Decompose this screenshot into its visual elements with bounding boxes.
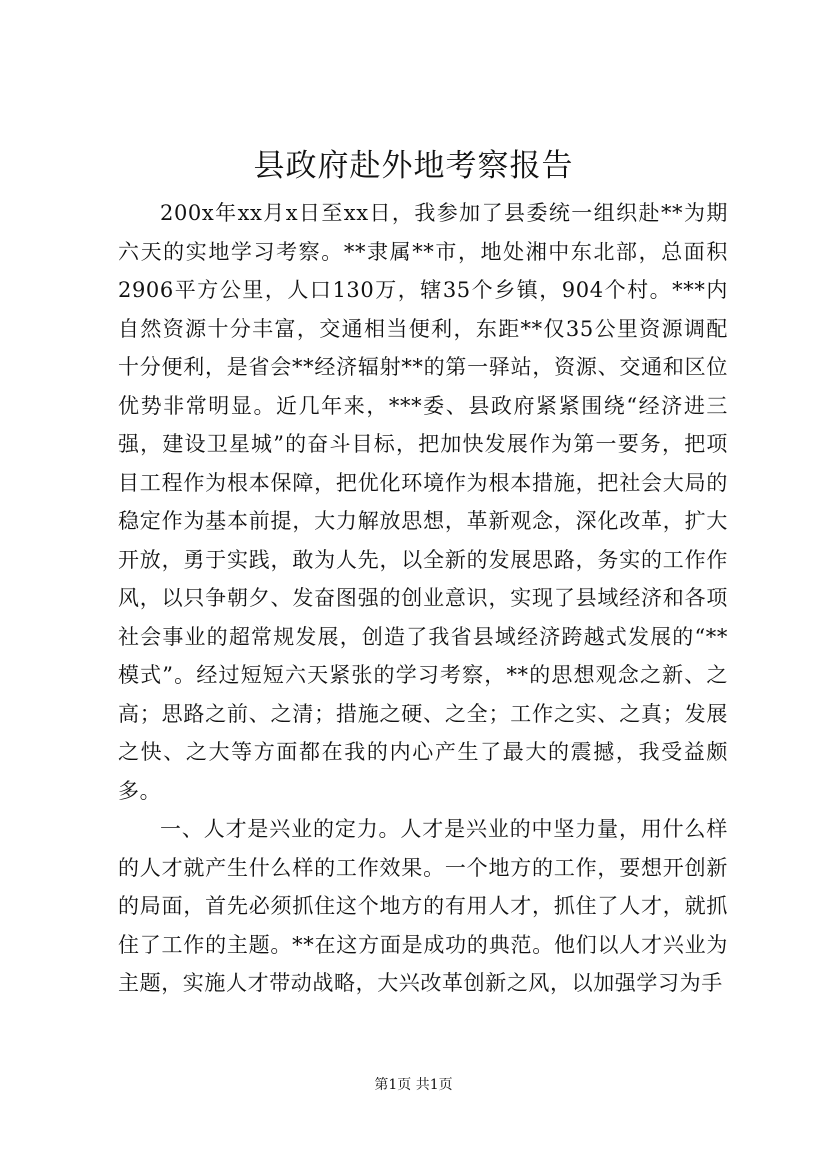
- paragraph-section-one: 一、人才是兴业的定力。人才是兴业的中坚力量，用什么样的人才就产生什么样的工作效果。一个地方的工作，要想开创新的局面，首先必须抓住这个地方的有用人才，抓住了人才，就抓住了工作的主题。**在这方面是成功的典范。他们以人才兴业为主题，实施人才带动战略，大兴改革创新之风，以加强学习为手: [118, 817, 728, 995]
- paragraph-intro: 200x年xx月x日至xx日，我参加了县委统一组织赴**为期六天的实地学习考察。**隶属**市，地处湘中东北部，总面积2906平方公里，人口130万，辖35个乡镇，904个村。***内自然资源十分丰富，交通相当便利，东距**仅35公里资源调配十分便利，是省会**经济辐射**的第一驿站，资源、交通和区位优势非常明显。近几年来，***委、县政府紧紧围绕“经济进三强，建设卫星城”的奋斗目标，把加快发展作为第一要务，把项目工程作为根本保障，把优化环境作为根本措施，把社会大局的稳定作为基本前提，大力解放思想，革新观念，深化改革，扩大开放，勇于实践，敢为人先，以全新的发展思路，务实的工作作风，以只争朝夕、发奋图强的创业意识，实现了县域经济和各项社会事业的超常规发展，创造了我省县域经济跨越式发展的“**模式”。经过短短六天紧张的学习考察，**的思想观念之新、之高；思路之前、之清；措施之硬、之全；工作之实、之真；发展之快、之大等方面都在我的内心产生了最大的震撼，我受益颇多。: [118, 201, 728, 803]
- page-footer: 第1页 共1页: [374, 1077, 453, 1093]
- document-body: [118, 194, 728, 1003]
- page-title: 县政府赴外地考察报告: [253, 148, 574, 184]
